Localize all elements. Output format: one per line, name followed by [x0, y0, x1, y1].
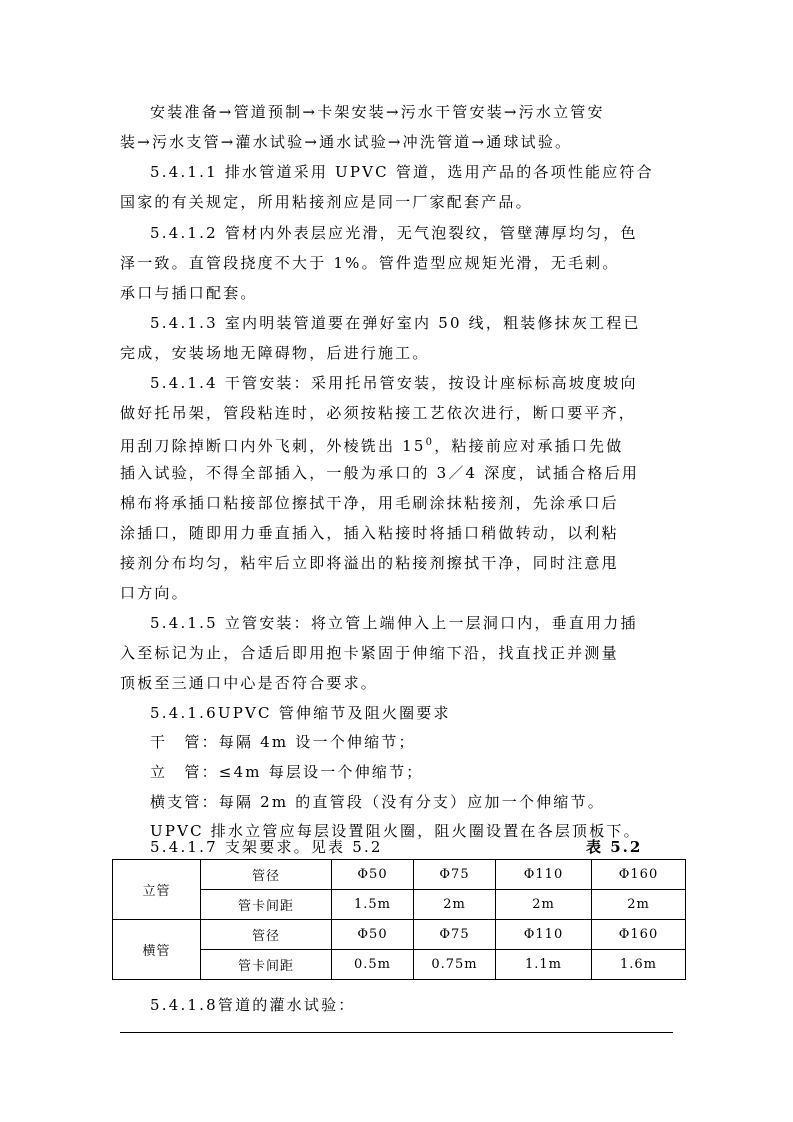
- paragraph-intro-line-2: 装→污水支管→灌水试验→通水试验→冲洗管道→通球试验。: [120, 133, 573, 151]
- table-cell: Φ160: [592, 920, 686, 950]
- table-group-label: 立管: [113, 860, 201, 920]
- table-cell: 1.1m: [496, 950, 592, 980]
- paragraph-5415-line-1: 5.4.1.5 立管安装：将立管上端伸入上一层洞口内，垂直用力插: [150, 614, 638, 632]
- table-cell: 2m: [414, 890, 496, 920]
- paragraph-5414-line-4: 插入试验，不得全部插入，一般为承口的 3／4 深度，试插合格后用: [120, 464, 640, 482]
- table-cell: 1.5m: [332, 890, 414, 920]
- support-spacing-table: [112, 859, 686, 980]
- list-item-li-guan: 立 管：≤4m 每层设一个伸缩节；: [150, 763, 424, 781]
- degree-superscript: 0: [425, 437, 435, 448]
- footer-rule: [120, 1032, 673, 1033]
- table-cell: Φ50: [332, 860, 414, 890]
- paragraph-5411-line-2: 国家的有关规定，所用粘接剂应是同一厂家配套产品。: [120, 193, 533, 211]
- table-cell: Φ110: [496, 920, 592, 950]
- paragraph-5413-line-2: 完成，安装场地无障碍物，后进行施工。: [120, 344, 430, 362]
- paragraph-5414-line-3-text-b: ，粘接前应对承插口先做: [434, 437, 624, 455]
- table-cell: Φ110: [496, 860, 592, 890]
- table-cell: 2m: [592, 890, 686, 920]
- table-row-header: 管卡间距: [201, 950, 332, 980]
- table-cell: Φ75: [414, 860, 496, 890]
- paragraph-intro-line-1: 安装准备→管道预制→卡架安装→污水干管安装→污水立管安: [150, 103, 605, 121]
- paragraph-upvc-fire-ring: UPVC 排水立管应每层设置阻火圈，阻火圈设置在各层顶板下。: [150, 822, 641, 840]
- list-item-heng-zhi-guan: 横支管：每隔 2m 的直管段（没有分支）应加一个伸缩节。: [150, 793, 605, 811]
- paragraph-5412-line-3: 承口与插口配套。: [120, 284, 258, 302]
- table-row: [113, 920, 686, 950]
- paragraph-5415-line-2: 入至标记为止，合适后即用抱卡紧固于伸缩下沿，找直找正并测量: [120, 644, 619, 662]
- table-row-header: 管径: [201, 920, 332, 950]
- paragraph-5414-line-3: [120, 432, 675, 457]
- paragraph-5412-line-2: 泽一致。直管段挠度不大于 1%。管件造型应规矩光滑，无毛刺。: [120, 254, 620, 272]
- table-row-header: 管径: [201, 860, 332, 890]
- table-cell: 1.6m: [592, 950, 686, 980]
- table-cell: 2m: [496, 890, 592, 920]
- paragraph-5411-line-1: 5.4.1.1 排水管道采用 UPVC 管道，选用产品的各项性能应符合: [150, 163, 654, 181]
- paragraph-5414-line-1: 5.4.1.4 干管安装：采用托吊管安装，按设计座标标高坡度坡向: [150, 374, 638, 392]
- paragraph-5414-line-3-text-a: 用刮刀除掉断口内外飞刺，外棱铣出 15: [120, 437, 426, 455]
- list-item-gan-guan: 干 管：每隔 4m 设一个伸缩节；: [150, 733, 416, 751]
- paragraph-5417: 5.4.1.7 支架要求。见表 5.2: [150, 838, 383, 856]
- paragraph-5414-line-7: 接剂分布均匀，粘牢后立即将溢出的粘接剂擦拭干净，同时注意甩: [120, 554, 619, 572]
- table-row: [113, 860, 686, 890]
- paragraph-5415-line-3: 顶板至三通口中心是否符合要求。: [120, 674, 379, 692]
- paragraph-5414-line-6: 涂插口，随即用力垂直插入，插入粘接时将插口稍做转动，以利粘: [120, 524, 619, 542]
- table-cell: Φ50: [332, 920, 414, 950]
- paragraph-5418: 5.4.1.8管道的灌水试验：: [150, 996, 356, 1014]
- table-cell: Φ75: [414, 920, 496, 950]
- paragraph-5413-line-1: 5.4.1.3 室内明装管道要在弹好室内 50 线，粗装修抹灰工程已: [150, 314, 641, 332]
- paragraph-5414-line-5: 棉布将承插口粘接部位擦拭干净，用毛刷涂抹粘接剂，先涂承口后: [120, 494, 619, 512]
- paragraph-5416-heading: 5.4.1.6UPVC 管伸缩节及阻火圈要求: [150, 704, 451, 722]
- table-row-header: 管卡间距: [201, 890, 332, 920]
- paragraph-5414-line-2: 做好托吊架，管段粘连时，必须按粘接工艺依次进行，断口要平齐，: [120, 404, 637, 422]
- table-caption: 表 5.2: [586, 838, 643, 856]
- paragraph-5414-line-8: 口方向。: [120, 584, 189, 602]
- table-cell: 0.5m: [332, 950, 414, 980]
- table-group-label: 横管: [113, 920, 201, 980]
- table-cell: 0.75m: [414, 950, 496, 980]
- paragraph-5412-line-1: 5.4.1.2 管材内外表层应光滑，无气泡裂纹，管壁薄厚均匀，色: [150, 224, 638, 242]
- table-cell: Φ160: [592, 860, 686, 890]
